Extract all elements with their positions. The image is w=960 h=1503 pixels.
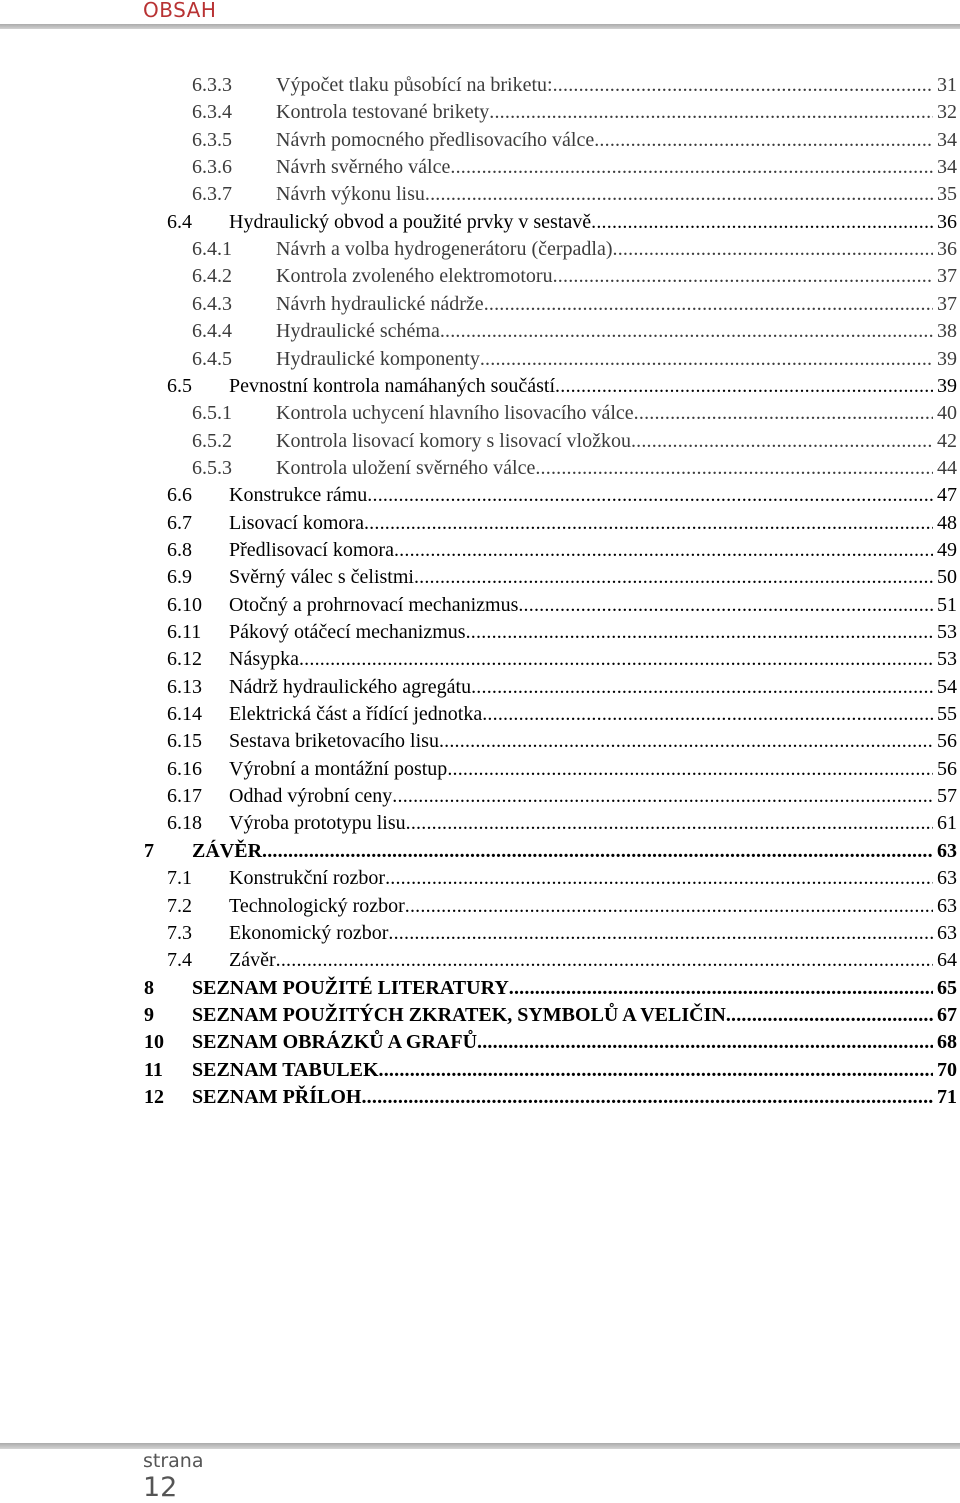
- dot-leader: [405, 893, 933, 920]
- toc-entry-page: 61: [937, 812, 957, 835]
- toc-entry-number: 10: [144, 1031, 164, 1054]
- dot-leader: [262, 838, 933, 865]
- dot-leader: [480, 346, 933, 373]
- toc-entry-number: 6.8: [167, 538, 192, 561]
- toc-entry-page: 70: [937, 1058, 957, 1081]
- toc-entry-page: 56: [937, 730, 957, 753]
- toc-entry-title: Ekonomický rozbor: [229, 921, 389, 944]
- toc-entry[interactable]: [0, 373, 960, 400]
- toc-entry-title: Elektrická část a řídící jednotka: [229, 703, 483, 726]
- toc-entry-title: Kontrola lisovací komory s lisovací vložkou: [276, 429, 631, 452]
- toc-entry-title: Hydraulické schéma: [276, 320, 440, 343]
- dot-leader: [367, 482, 933, 509]
- toc-entry-number: 6.10: [167, 593, 202, 616]
- toc-entry-title-group: [192, 1029, 933, 1056]
- toc-entry-page: 38: [937, 320, 957, 343]
- toc-entry-title-group: [276, 428, 933, 455]
- toc-entry[interactable]: [0, 783, 960, 810]
- toc-entry-title: Nádrž hydraulického agregátu: [229, 675, 472, 698]
- toc-entry-page: 34: [937, 128, 957, 151]
- footer-divider: [0, 1443, 960, 1449]
- toc-entry-title-group: [276, 346, 933, 373]
- toc-entry-page: 31: [937, 74, 957, 96]
- toc-entry-number: 6.5: [167, 374, 192, 397]
- toc-entry-title-group: [276, 455, 933, 482]
- toc-entry-page: 65: [937, 976, 957, 999]
- toc-entry-title-group: [229, 810, 933, 837]
- toc-entry-title-group: [276, 99, 933, 126]
- toc-entry-title: Návrh pomocného předlisovacího válce: [276, 128, 595, 151]
- toc-entry[interactable]: [0, 291, 960, 318]
- toc-entry-page: 56: [937, 757, 957, 780]
- toc-entry-title-group: [192, 1057, 933, 1084]
- toc-entry[interactable]: [0, 646, 960, 673]
- toc-entry-number: 6.3.3: [192, 74, 232, 96]
- toc-entry-number: 6.9: [167, 566, 192, 589]
- dot-leader: [414, 564, 933, 591]
- dot-leader: [440, 318, 933, 345]
- toc-entry-title: SEZNAM TABULEK: [192, 1058, 379, 1081]
- toc-entry-title: Kontrola uchycení hlavního lisovacího válce: [276, 402, 634, 425]
- dot-leader: [489, 99, 933, 126]
- toc-entry-page: 49: [937, 538, 957, 561]
- toc-entry-title-group: [229, 564, 933, 591]
- toc-entry-title-group: [229, 510, 933, 537]
- dot-leader: [425, 181, 933, 208]
- toc-entry-title: Odhad výrobní ceny: [229, 785, 393, 808]
- toc-entry-page: 35: [937, 183, 957, 206]
- toc-entry-page: 68: [937, 1031, 957, 1054]
- toc-entry-title: Kontrola testované brikety: [276, 101, 490, 124]
- toc-entry-page: 37: [937, 292, 957, 315]
- toc-entry-page: 63: [937, 839, 957, 862]
- toc-entry-title: SEZNAM POUŽITÉ LITERATURY: [192, 976, 509, 999]
- dot-leader: [591, 209, 933, 236]
- toc-entry-number: 12: [144, 1085, 164, 1108]
- toc-entry[interactable]: [0, 127, 960, 154]
- toc-entry[interactable]: [0, 99, 960, 126]
- toc-entry-title: Kontrola uložení svěrného válce: [276, 456, 536, 479]
- toc-entry-title-group: [229, 701, 933, 728]
- toc-entry[interactable]: [0, 838, 960, 865]
- toc-entry-number: 6.14: [167, 703, 202, 726]
- toc-entry[interactable]: [0, 564, 960, 591]
- toc-entry-page: 36: [937, 238, 957, 261]
- toc-entry[interactable]: [0, 674, 960, 701]
- toc-entry[interactable]: [0, 537, 960, 564]
- dot-leader: [634, 400, 933, 427]
- toc-entry-title-group: [229, 920, 933, 947]
- toc-entry-page: 50: [937, 566, 957, 589]
- toc-entry[interactable]: [0, 701, 960, 728]
- toc-entry-title-group: [229, 728, 933, 755]
- toc-entry-title-group: [276, 400, 933, 427]
- toc-entry-page: 37: [937, 265, 957, 288]
- toc-entry[interactable]: [0, 209, 960, 236]
- toc-entry-title-group: [192, 975, 933, 1002]
- toc-entry-number: 7.3: [167, 921, 192, 944]
- toc-entry-title: SEZNAM OBRÁZKŮ A GRAFŮ: [192, 1031, 478, 1054]
- dot-leader: [364, 510, 933, 537]
- toc-entry[interactable]: [0, 865, 960, 892]
- toc-entry-title: ZÁVĚR: [192, 839, 263, 862]
- toc-entry-number: 6.5.2: [192, 429, 232, 452]
- toc-entry-title-group: [192, 1084, 933, 1111]
- toc-entry[interactable]: [0, 263, 960, 290]
- toc-entry-page: 34: [937, 156, 957, 179]
- toc-entry-title-group: [276, 318, 933, 345]
- toc-entry-number: 6.12: [167, 648, 202, 671]
- toc-entry-page: 53: [937, 648, 957, 671]
- toc-entry-page: 53: [937, 621, 957, 643]
- dot-leader: [447, 756, 933, 783]
- toc-entry[interactable]: [0, 510, 960, 537]
- toc-entry-title: Předlisovací komora: [229, 538, 394, 561]
- toc-entry-number: 6.7: [167, 511, 192, 534]
- toc-entry-title: Pevnostní kontrola namáhaných součástí: [229, 374, 556, 397]
- dot-leader: [392, 783, 933, 810]
- toc-entry-page: 48: [937, 511, 957, 534]
- toc-entry-page: 54: [937, 675, 957, 698]
- toc-entry-title: Výpočet tlaku působící na briketu:: [276, 74, 553, 96]
- toc-entry-title: Návrh svěrného válce: [276, 156, 451, 179]
- toc-entry[interactable]: [0, 756, 960, 783]
- dot-leader: [361, 1084, 933, 1111]
- toc-entry[interactable]: [0, 428, 960, 455]
- toc-entry-number: 6.3.7: [192, 183, 232, 206]
- toc-entry-title-group: [276, 72, 933, 99]
- running-header-title: OBSAH: [143, 0, 217, 22]
- toc-entry-page: 57: [937, 785, 957, 808]
- toc-entry-number: 11: [144, 1058, 163, 1081]
- toc-entry-page: 42: [937, 429, 957, 452]
- dot-leader: [299, 646, 933, 673]
- toc-entry-number: 6.3.4: [192, 101, 232, 124]
- toc-entry-page: 63: [937, 921, 957, 944]
- toc-entry-title: Výroba prototypu lisu: [229, 812, 406, 835]
- toc-entry-page: 55: [937, 703, 957, 726]
- toc-entry[interactable]: [0, 893, 960, 920]
- toc-entry-page: 47: [937, 484, 957, 507]
- toc-entry-page: 39: [937, 347, 957, 370]
- toc-entry-number: 9: [144, 1003, 154, 1026]
- toc-entry[interactable]: [0, 455, 960, 482]
- toc-entry-title: Lisovací komora: [229, 511, 364, 534]
- toc-entry-title-group: [229, 893, 933, 920]
- toc-entry-title-group: [276, 291, 933, 318]
- toc-entry-title: Technologický rozbor: [229, 894, 405, 917]
- toc-entry[interactable]: [0, 947, 960, 974]
- dot-leader: [535, 455, 933, 482]
- toc-entry-number: 6.6: [167, 484, 192, 507]
- toc-entry-title: Kontrola zvoleného elektromotoru: [276, 265, 553, 288]
- toc-entry-page: 63: [937, 867, 957, 890]
- dot-leader: [439, 728, 933, 755]
- toc-entry[interactable]: [0, 1057, 960, 1084]
- toc-entry-number: 6.4: [167, 210, 192, 233]
- toc-entry-number: 6.11: [167, 621, 202, 643]
- toc-entry-title: Otočný a prohrnovací mechanizmus: [229, 593, 519, 616]
- dot-leader: [394, 537, 933, 564]
- dot-leader: [466, 619, 933, 646]
- toc-entry-number: 6.4.3: [192, 292, 232, 315]
- toc-entry-title: SEZNAM PŘÍLOH: [192, 1085, 362, 1108]
- toc-entry-number: 6.17: [167, 785, 202, 808]
- toc-entry-number: 6.4.2: [192, 265, 232, 288]
- toc-entry[interactable]: [0, 318, 960, 345]
- toc-entry-title-group: [229, 865, 933, 892]
- toc-entry[interactable]: [0, 236, 960, 263]
- dot-leader: [482, 701, 933, 728]
- toc-entry-page: 40: [937, 402, 957, 425]
- dot-leader: [594, 127, 933, 154]
- toc-entry-title: Hydraulický obvod a použité prvky v sestavě: [229, 210, 592, 233]
- toc-entry-number: 6.4.4: [192, 320, 232, 343]
- toc-entry-title-group: [229, 373, 933, 400]
- toc-entry-title: Svěrný válec s čelistmi: [229, 566, 414, 589]
- dot-leader: [406, 810, 933, 837]
- toc-entry-title: Násypka: [229, 648, 299, 671]
- dot-leader: [276, 947, 933, 974]
- toc-entry-title: Návrh výkonu lisu: [276, 183, 425, 206]
- toc-entry-number: 6.3.6: [192, 156, 232, 179]
- toc-entry-title: Hydraulické komponenty: [276, 347, 480, 370]
- toc-entry[interactable]: [0, 975, 960, 1002]
- dot-leader: [518, 592, 933, 619]
- toc-entry-number: 6.13: [167, 675, 202, 698]
- toc-entry-title-group: [229, 947, 933, 974]
- toc-entry-title: Konstrukce rámu: [229, 484, 368, 507]
- toc-entry-title: Návrh a volba hydrogenerátoru (čerpadla): [276, 238, 613, 261]
- dot-leader: [613, 236, 933, 263]
- footer-page-label: strana: [143, 1450, 204, 1472]
- toc-entry-number: 7.2: [167, 894, 192, 917]
- toc-entry-page: 36: [937, 210, 957, 233]
- toc-entry[interactable]: [0, 181, 960, 208]
- dot-leader: [379, 1057, 933, 1084]
- toc-entry[interactable]: [0, 619, 960, 646]
- dot-leader: [450, 154, 933, 181]
- toc-entry[interactable]: [0, 346, 960, 373]
- toc-entry[interactable]: [0, 920, 960, 947]
- dot-leader: [555, 373, 933, 400]
- toc-entry-title-group: [229, 592, 933, 619]
- toc-entry-title: SEZNAM POUŽITÝCH ZKRATEK, SYMBOLŮ A VELIČIN: [192, 1003, 726, 1026]
- header-divider: [0, 24, 960, 29]
- dot-leader: [726, 1002, 933, 1029]
- dot-leader: [509, 975, 933, 1002]
- toc-entry-number: 6.15: [167, 730, 202, 753]
- toc-entry-number: 7.4: [167, 949, 192, 972]
- toc-entry[interactable]: [0, 400, 960, 427]
- toc-entry[interactable]: [0, 1029, 960, 1056]
- toc-entry-title-group: [229, 783, 933, 810]
- toc-entry-page: 44: [937, 456, 957, 479]
- toc-entry-title: Závěr: [229, 949, 276, 972]
- toc-entry-page: 67: [937, 1003, 957, 1026]
- toc-entry-number: 8: [144, 976, 154, 999]
- dot-leader: [631, 428, 933, 455]
- toc-entry-page: 63: [937, 894, 957, 917]
- dot-leader: [388, 920, 933, 947]
- dot-leader: [553, 263, 933, 290]
- dot-leader: [477, 1029, 933, 1056]
- toc-entry-page: 39: [937, 374, 957, 397]
- toc-entry-page: 71: [937, 1085, 957, 1108]
- toc-entry-number: 7: [144, 839, 154, 862]
- toc-entry[interactable]: [0, 728, 960, 755]
- dot-leader: [484, 291, 933, 318]
- toc-entry-title-group: [276, 263, 933, 290]
- toc-entry-title-group: [276, 154, 933, 181]
- toc-entry-number: 7.1: [167, 867, 192, 890]
- toc-entry-number: 6.18: [167, 812, 202, 835]
- toc-entry-title-group: [276, 127, 933, 154]
- toc-entry[interactable]: [0, 482, 960, 509]
- toc-entry-title-group: [229, 756, 933, 783]
- toc-entry[interactable]: [0, 1084, 960, 1111]
- toc-entry-title: Konstrukční rozbor: [229, 867, 386, 890]
- toc-entry-title-group: [229, 619, 933, 646]
- toc-entry[interactable]: [0, 1002, 960, 1029]
- toc-entry-title-group: [192, 838, 933, 865]
- toc-entry-title-group: [229, 537, 933, 564]
- toc-entry[interactable]: [0, 810, 960, 837]
- toc-entry-number: 6.4.5: [192, 347, 232, 370]
- toc-entry-number: 6.5.1: [192, 402, 232, 425]
- toc-entry-title-group: [192, 1002, 933, 1029]
- toc-entry-title: Sestava briketovacího lisu: [229, 730, 439, 753]
- toc-entry-title: Výrobní a montážní postup: [229, 757, 448, 780]
- toc-entry[interactable]: [0, 592, 960, 619]
- toc-entry-page: 51: [937, 593, 957, 616]
- toc-entry-title-group: [229, 209, 933, 236]
- toc-entry-title: Pákový otáčecí mechanizmus: [229, 621, 466, 643]
- toc-entry-number: 6.3.5: [192, 128, 232, 151]
- dot-leader: [385, 865, 933, 892]
- toc-entry-number: 6.4.1: [192, 238, 232, 261]
- toc-entry[interactable]: [0, 154, 960, 181]
- footer-page-number: 12: [143, 1472, 178, 1503]
- toc-entry-title-group: [229, 674, 933, 701]
- toc-entry-title-group: [276, 236, 933, 263]
- toc-entry-title-group: [229, 646, 933, 673]
- toc-entry-title-group: [276, 181, 933, 208]
- toc-entry-page: 64: [937, 949, 957, 972]
- dot-leader: [471, 674, 933, 701]
- toc-entry-number: 6.5.3: [192, 456, 232, 479]
- toc-entry-number: 6.16: [167, 757, 202, 780]
- toc-entry-page: 32: [937, 101, 957, 124]
- toc-entry-title: Návrh hydraulické nádrže: [276, 292, 484, 315]
- toc-entry[interactable]: [0, 72, 960, 99]
- dot-leader: [553, 72, 933, 99]
- toc-entry-title-group: [229, 482, 933, 509]
